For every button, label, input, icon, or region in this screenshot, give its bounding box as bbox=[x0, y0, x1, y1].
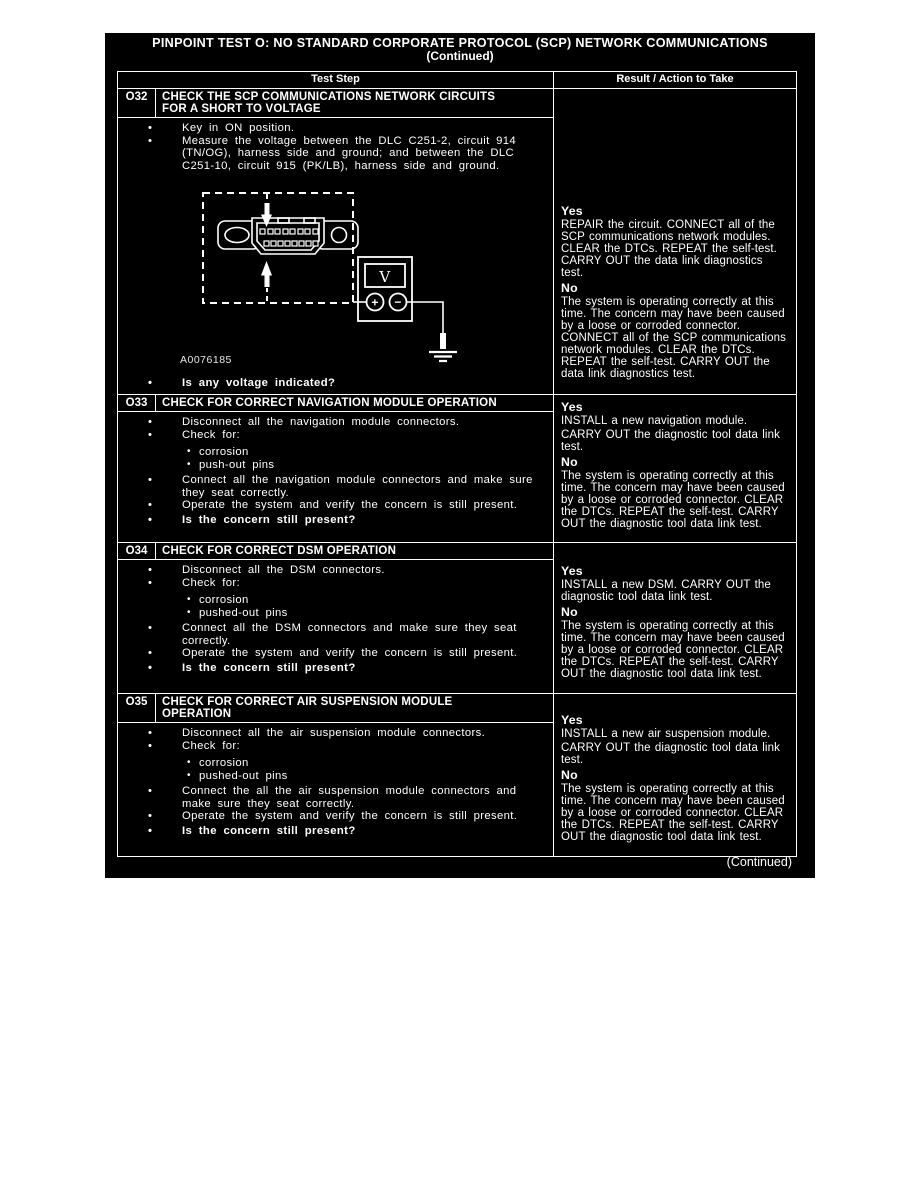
column-header-test-step: Test Step bbox=[118, 72, 554, 88]
no-label: No bbox=[561, 768, 578, 782]
plus-terminal-label: + bbox=[371, 295, 379, 310]
result-cell bbox=[554, 395, 796, 542]
question-bullet: • Is the concern still present? bbox=[118, 825, 547, 838]
test-row-o32 bbox=[118, 88, 796, 394]
no-action-text: The system is operating correctly at this time. The concern may have been caused by a loose or corroded connector. CLEAR the DTCs. REPEAT the self-test. CARRY OUT the diagnostic tool data link test. bbox=[561, 620, 785, 680]
yes-action-text: CARRY OUT the diagnostic tool data link test. bbox=[561, 742, 780, 766]
pinpoint-test-table bbox=[117, 71, 797, 857]
result-cell bbox=[554, 543, 796, 693]
bullet-item: • Disconnect all the DSM connectors. bbox=[118, 564, 547, 577]
sub-bullet-item: • pushed-out pins bbox=[118, 607, 547, 620]
dlc-connector-drawing bbox=[218, 218, 358, 254]
step-number: O32 bbox=[118, 89, 156, 117]
dlc-voltage-test-diagram bbox=[118, 191, 538, 369]
step-number: O35 bbox=[118, 694, 156, 722]
step-title: CHECK FOR CORRECT DSM OPERATION bbox=[162, 545, 397, 557]
no-label: No bbox=[561, 281, 578, 295]
test-step-cell bbox=[118, 543, 554, 693]
no-action-text: The system is operating correctly at this time. The concern may have been caused by a loose or corroded connector. CLEAR the DTCs. REPEAT the self-test. CARRY OUT the diagnostic tool data link test. bbox=[561, 470, 785, 530]
step-title: CHECK THE SCP COMMUNICATIONS NETWORK CIRCUITS FOR A SHORT TO VOLTAGE bbox=[162, 91, 496, 115]
question-bullet: • Is the concern still present? bbox=[118, 514, 547, 527]
document-title: PINPOINT TEST O: NO STANDARD CORPORATE PROTOCOL (SCP) NETWORK COMMUNICATIONS bbox=[152, 36, 768, 50]
yes-action-text: INSTALL a new navigation module. bbox=[561, 415, 748, 427]
yes-action-text: INSTALL a new DSM. CARRY OUT the diagnostic tool data link test. bbox=[561, 579, 771, 603]
yes-action-text: CARRY OUT the diagnostic tool data link test. bbox=[561, 429, 780, 453]
footer-continued: (Continued) bbox=[726, 855, 792, 869]
yes-label: Yes bbox=[561, 713, 583, 727]
step-body bbox=[118, 560, 553, 674]
step-header bbox=[118, 395, 553, 412]
test-step-cell bbox=[118, 694, 554, 856]
step-number: O34 bbox=[118, 543, 156, 559]
step-body bbox=[118, 723, 553, 837]
no-label: No bbox=[561, 455, 578, 469]
table-header-row bbox=[118, 72, 796, 88]
test-step-cell bbox=[118, 395, 554, 542]
bullet-item: • Disconnect all the navigation module connectors. bbox=[118, 416, 547, 429]
bullet-item: • Connect all the DSM connectors and make sure they seat correctly. bbox=[118, 622, 547, 647]
sub-bullet-item: • corrosion bbox=[118, 757, 547, 770]
result-cell bbox=[554, 694, 796, 856]
voltmeter-drawing bbox=[358, 257, 412, 321]
no-action-text: The system is operating correctly at this time. The concern may have been caused by a loose or corroded connector. CLEAR the DTCs. REPEAT the self-test. CARRY OUT the diagnostic tool data link test. bbox=[561, 783, 785, 843]
step-number: O33 bbox=[118, 395, 156, 411]
bullet-item: • Check for: bbox=[118, 740, 547, 753]
no-label: No bbox=[561, 605, 578, 619]
yes-action-text: REPAIR the circuit. CONNECT all of the SCP communications network modules. CLEAR the DTCs. REPEAT the self-test. CARRY OUT the data link diagnostics test. bbox=[561, 219, 777, 279]
column-header-result: Result / Action to Take bbox=[616, 73, 734, 85]
test-step-cell bbox=[118, 89, 554, 394]
sub-bullet-item: • corrosion bbox=[118, 594, 547, 607]
step-header bbox=[118, 543, 553, 560]
test-row-o34 bbox=[118, 542, 796, 693]
step-body bbox=[118, 118, 553, 390]
minus-terminal-label: − bbox=[394, 295, 402, 309]
ground-symbol-icon bbox=[429, 333, 457, 361]
step-body bbox=[118, 412, 553, 526]
sub-bullet-item: • push-out pins bbox=[118, 459, 547, 472]
yes-action-text: INSTALL a new air suspension module. bbox=[561, 728, 771, 740]
bullet-item: • Operate the system and verify the concern is still present. bbox=[118, 499, 547, 512]
test-row-o33 bbox=[118, 394, 796, 542]
bullet-item: • Operate the system and verify the concern is still present. bbox=[118, 647, 547, 660]
bullet-item: • Key in ON position. bbox=[118, 122, 547, 135]
bullet-item: • Measure the voltage between the DLC C251-2, circuit 914 (TN/OG), harness side and ground; and between the DLC C251-10, circuit 915 (PK/LB), harness side and ground. bbox=[118, 135, 547, 173]
question-bullet: • Is the concern still present? bbox=[118, 662, 547, 675]
step-header bbox=[118, 694, 553, 723]
result-cell bbox=[554, 89, 796, 394]
bullet-item: • Connect the all the air suspension module connectors and make sure they seat correctly. bbox=[118, 785, 547, 810]
yes-label: Yes bbox=[561, 204, 583, 218]
figure-label: A0076185 bbox=[180, 354, 232, 366]
voltmeter-v-label: V bbox=[379, 268, 391, 286]
sub-bullet-item: • corrosion bbox=[118, 446, 547, 459]
probe-arrow-up-icon bbox=[261, 261, 272, 301]
step-title: CHECK FOR CORRECT NAVIGATION MODULE OPERATION bbox=[162, 397, 497, 409]
question-bullet: • Is any voltage indicated? bbox=[118, 377, 547, 390]
sub-bullet-item: • pushed-out pins bbox=[118, 770, 547, 783]
step-header bbox=[118, 89, 553, 118]
document-sheet bbox=[105, 33, 815, 878]
test-row-o35 bbox=[118, 693, 796, 856]
bullet-item: • Operate the system and verify the concern is still present. bbox=[118, 810, 547, 823]
bullet-item: • Connect all the navigation module connectors and make sure they seat correctly. bbox=[118, 474, 547, 499]
bullet-item: • Check for: bbox=[118, 577, 547, 590]
bullet-item: • Disconnect all the air suspension module connectors. bbox=[118, 727, 547, 740]
yes-label: Yes bbox=[561, 400, 583, 414]
document-subtitle: (Continued) bbox=[426, 49, 494, 63]
bullet-item: • Check for: bbox=[118, 429, 547, 442]
step-title: CHECK FOR CORRECT AIR SUSPENSION MODULE OPERATION bbox=[162, 696, 453, 720]
yes-label: Yes bbox=[561, 564, 583, 578]
no-action-text: The system is operating correctly at this time. The concern may have been caused by a loose or corroded connector. CONNECT all of the SCP communications network modules. CLEAR the DTCs. REPEAT the self-test. CARRY OUT the data link diagnostics test. bbox=[561, 296, 786, 380]
